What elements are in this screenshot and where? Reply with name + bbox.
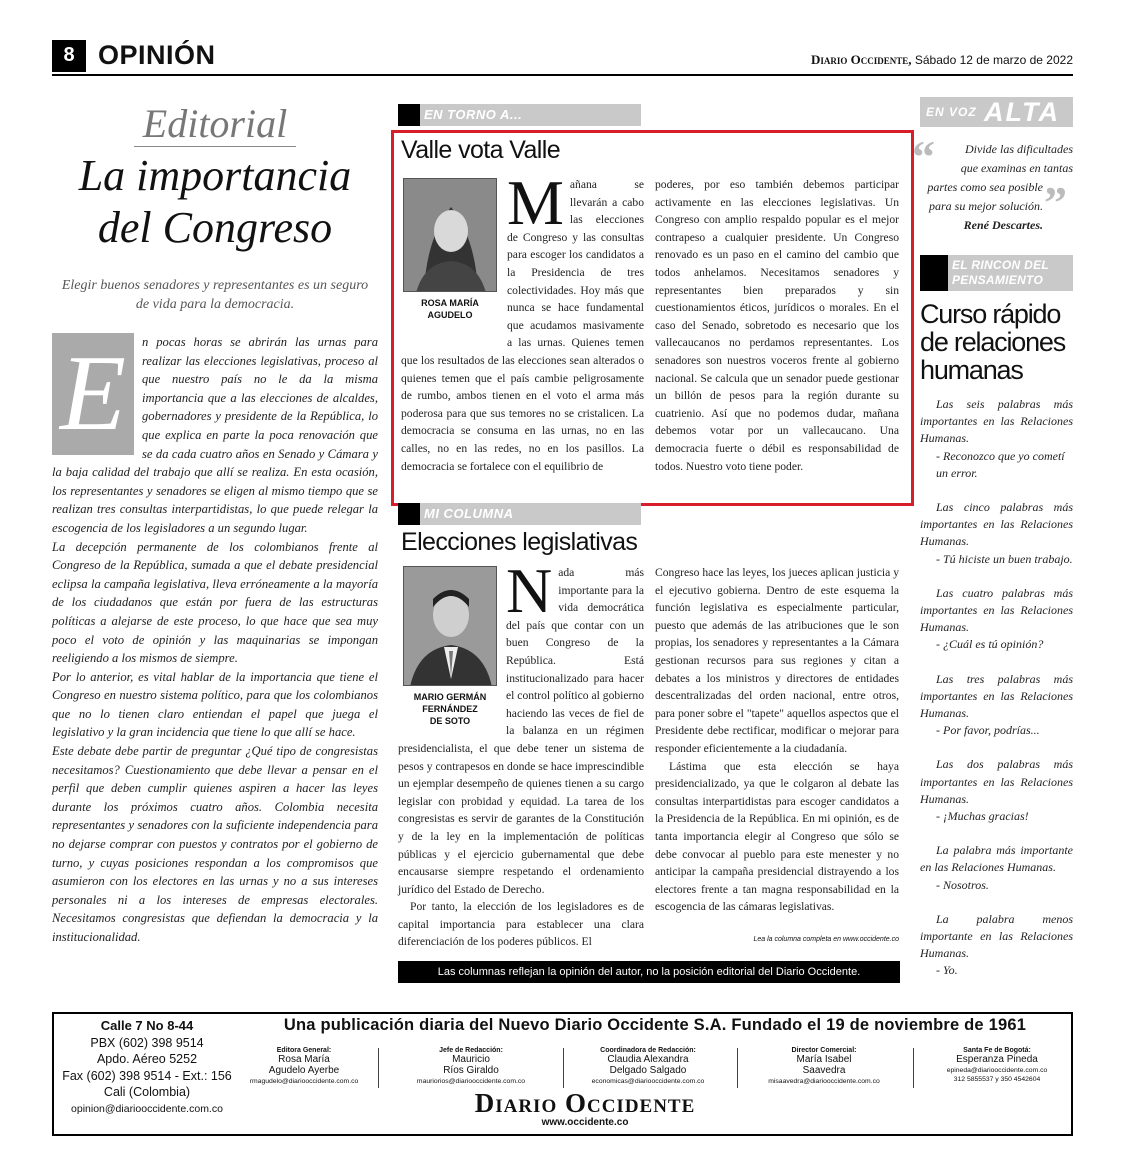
disclaimer-bar: Las columnas reflejan la opinión del autor, no la posición editorial del Diario Occidente. [398,961,900,983]
author-name-line: ROSA MARÍA [421,298,479,308]
page-number: 8 [52,40,86,72]
article1-dropcap: M [507,167,564,238]
tip-question: Las tres palabras más importantes en las Relaciones Humanas. [920,671,1073,721]
rincon-line: EL RINCON DEL [952,258,1050,272]
rincon-line: PENSAMIENTO [952,273,1044,287]
quote-line: Divide las dificultades [965,142,1073,156]
article2-col2 [655,564,899,916]
open-quote-icon: “ [912,131,935,182]
tip-answer: - Nosotros. [936,877,989,892]
footer-masthead: Diario Occidente [474,1088,696,1118]
editorial-title-line: del Congreso [97,203,333,252]
sidebar-title-line: de relaciones [920,327,1066,357]
staff-editora [244,1047,364,1085]
section-title: OPINIÓN [98,40,216,70]
editorial-paragraph: Este debate debe partir de preguntar ¿Qué tipo de congresistas necesitamos? Cuestionamiento que debe llevar a pensar en el perfil que deben cumplir quienes aspiren a hacer las leyes durante los próximos cuatro años. Colombia necesita representantes y senadores con la suficiente independencia para no dejarse comprar con puestos y contratos por el gobierno de turno, y cuyas posiciones respondan a los compromisos que asumieron con los electores en las urnas y no a sus intereses personales ni a los intereses de empresas electorales. Necesitamos congresistas que defiendan la democracia y la institucionalidad. [52,744,378,944]
author-name-line: AGUDELO [427,310,473,320]
staff-name: María Isabel [796,1054,852,1065]
dropcap-space [52,333,142,459]
staff-email: mauriorios@diariooccidente.com.co [416,1078,526,1085]
voz-alta: ALTA [984,97,1060,127]
tip-question: Las cinco palabras más importantes en las Relaciones Humanas. [920,500,1073,549]
editorial-dropcap: E [52,333,134,455]
staff-bogota [922,1047,1072,1083]
tip-question: La palabra más importante en las Relaciones Humanas. [920,843,1073,875]
voz-en: EN VOZ [926,105,977,119]
article2-paragraph: Congreso hace las leyes, los jueces aplican justicia y el ejecutivo gobierna. Dentro de este esquema la función legislativa es especialmente particular, puesto que además de las atribuciones que le son propias, los senadores y representantes a la Cámara gestionan recursos para sus regiones y citan a debates a los ministros y directores de entidades descentralizadas del orden nacional, entre otros, para poner sobre el "tapete" aquellos aspectos que el Presidente debe rectificar, modificar o mejorar para responder eficientemente a la ciudadanía. [655,566,899,755]
staff-email: epineda@diariooccidente.com.co [946,1067,1048,1074]
article1-title: Valle vota Valle [401,136,561,164]
article2-paragraph: Lástima que esta elección se haya presidencializado, ya que le colgaron al debate las consultas interpartidistas para escoger candidatos a la Presidencia de la República. En mi opinión, es de tanta importancia elegir al Congreso que sólo se debe convocar al pueblo para este menester y no anticipar la campaña presidencial distrayendo a los electores frente a tan magna responsabilidad en la escogencia de las cámaras legislativas. [655,759,899,914]
tips-list [920,396,1073,997]
staff-role: Santa Fe de Bogotá: [963,1047,1031,1054]
staff-email: economicas@diariooccidente.com.co [591,1078,705,1085]
editorial-kicker: Editorial [142,101,288,146]
issue-date: Sábado 12 de marzo de 2022 [914,53,1073,67]
dateline [811,52,1073,68]
quote-line: para su mejor solución. [929,199,1043,213]
header-rule [52,74,1073,76]
quote-line: que examinas en tantas [960,161,1073,175]
address-line: Calle 7 No 8-44 [100,1018,194,1033]
tip-answer: - ¡Muchas gracias! [936,809,1029,824]
footer-divider [563,1048,564,1088]
staff-name: Saavedra [802,1065,846,1076]
footer-divider [378,1048,379,1088]
close-quote-icon: ” [1044,177,1067,228]
voz-alta-tag [920,97,1073,127]
staff-name: Esperanza Pineda [956,1054,1038,1065]
article2-note: Lea la columna completa en www.occidente.co [753,936,899,943]
tip-answer: - ¿Cuál es tú opinión? [936,637,1044,652]
staff-email: misaavedra@diariooccidente.com.co [768,1078,880,1085]
quote-line: partes como sea posible [927,180,1043,194]
staff-name: Claudia Alexandra [607,1054,689,1065]
tip-answer: - Por favor, podrías... [936,723,1040,738]
tip-answer: - Tú hiciste un buen trabajo. [936,551,1073,566]
staff-role: Editora General: [276,1047,332,1054]
author-name-line: MARIO GERMÁN [413,692,487,702]
tip-answer: - Yo. [936,963,958,978]
footer-divider [737,1048,738,1088]
footer-divider [913,1048,914,1088]
tip-question: La palabra menos importante en las Relaciones Humanas. [920,911,1073,961]
footer-tagline: Una publicación diaria del Nuevo Diario Occidente S.A. Fundado el 19 de noviembre de 1961 [283,1016,1027,1034]
article2-text: ada más importante para la vida democrática del país que contar con un buen Congreso de la República. Está institucionalizado para hacer el control político al gobierno haciendo las veces de fiel de la balanza en un régimen presidencialista, el que debe tener un sistema de pesos y contrapesos en donde se hace imprescindible un ejemplar desempeño de quienes tienen a su cargo legislar con probidad y equidad. La tarea de los congresistas es servir de garantes de la Constitución y de la ley en la implementación de políticas públicas y el ejercicio gubernamental que debe encausarse siempre respetando el ordenamiento jurídico del Estado de Derecho. [398,566,644,896]
staff-phone: 312 5855537 y 350 4542604 [953,1076,1041,1083]
editorial-paragraph: Por lo anterior, es vital hablar de la importancia que tiene el Congreso en nuestro sistema político, para que los colombianos que no lo tienen claro entiendan el papel que juega el legislativo y la gran incidencia que tiene lo que allí se hace. [52,669,378,740]
editorial-subtitle: Elegir buenos senadores y representantes es un seguro de vida para la democracia. [61,278,369,312]
staff-coordinadora [573,1047,723,1085]
photo-space [398,564,506,736]
staff-role: Director Comercial: [791,1047,857,1054]
tip-question: Las cuatro palabras más importantes en las Relaciones Humanas. [920,585,1073,635]
sidebar-title-line: humanas [920,355,1023,385]
staff-name: Rosa María [278,1054,330,1065]
pbx-line: PBX (602) 398 9514 [90,1035,204,1050]
staff-name: Ríos Giraldo [443,1065,499,1076]
quote-author: René Descartes. [963,218,1043,232]
editorial-title [52,150,378,254]
sidebar-title-line: Curso rápido [920,299,1061,329]
footer-address [52,1018,242,1118]
article1-col1 [401,167,644,475]
article1-col2: poderes, por eso también debemos participar activamente en las elecciones legislativas. Un Congreso con amplio respaldo popular es el mejor contrapeso a cualquier presidente. Un Congreso renovado es un paso en el camino del cambio que todos anhelamos. Necesitamos senadores y representantes bien preparados y sin cuestionamientos éticos, jurídicos o morales. En el caso del Senado, sobretodo es necesario que los vallecaucanos no perdamos representantes. Los senadores son nuestros voceros frente al gobierno nacional. Se calcula que un senador puede gestionar un billón de pesos para la región durante su cuatrienio. Así que no podemos dudar, mañana debemos votar por un vallecaucano. Una democracia fuerte o débil es responsabilidad de todos. Nuestro voto tiene poder. [655,178,899,473]
city-line: Cali (Colombia) [103,1085,191,1100]
author-name-line: DE SOTO [429,716,471,726]
sidebar-title [920,300,1080,384]
column-tag-mi-columna: MI COLUMNA [398,503,641,525]
staff-name: Delgado Salgado [609,1065,687,1076]
kicker-underline [134,146,296,147]
article2-dropcap: N [506,555,553,626]
fax-line: Fax (602) 398 9514 - Ext.: 156 [62,1068,232,1083]
article1-text: añana se llevarán a cabo las elecciones de Congreso y las consultas para escoger los candidatos a la Presidencia de tres colectividades. Hoy más que nunca se hace fundamental que acudamos masivamente a las urnas. Quienes temen que los resultados de las elecciones sean alterados o quienes temen que el país cambie peligrosamente de rumbo, ambos tienen en el voto el arma más poderosa para que sus temores no se cristalicen. La democracia se consuma en las urnas, no en las calles, no en las redes, no en los pasillos. La democracia se fortalece con el equilibrio de [401,178,644,473]
photo-space [401,176,507,346]
editorial-paragraph: n pocas horas se abrirán las urnas para realizar las elecciones legislativas, proceso al que nuestro país no le da la misma importancia que a las elecciones de alcaldes, gobernadores y presidente de la República, lo que explica en parte la poca renovación que se da cada cuatro años en Senado y Cámara y la baja calidad del trabajo que allí se realiza. En esta ocasión, los representantes y senadores se eligen al mismo tiempo que se realizan tres consultas interpartidistas, lo que puede relegar la escogencia de los legisladores a un segundo lugar. [52,335,378,535]
email-line: opinion@diariooccidente.com.co [71,1102,223,1115]
editorial-title-line: La importancia [78,151,352,200]
staff-role: Jefe de Redacción: [439,1047,503,1054]
staff-jefe [392,1047,550,1085]
tip-answer: - Reconozco que yo cometí un error. [936,448,1065,480]
quote-block [920,140,1073,235]
tip-question: Las seis palabras más importantes en las Relaciones Humanas. [920,397,1073,446]
rincon-tag [920,255,1073,291]
article2-col1 [398,555,644,951]
article2-title: Elecciones legislativas [401,528,638,556]
article2-paragraph: Por tanto, la elección de los legisladores es de capital importancia para establecer una clara diferenciación de los poderes públicos. El [398,900,644,949]
staff-role: Coordinadora de Redacción: [600,1047,696,1054]
paper-name: Diario Occidente, [811,52,912,67]
footer-website: www.occidente.co [541,1117,629,1128]
editorial-paragraph: La decepción permanente de los colombianos frente al Congreso de la República, sumada a que el debate presidencial eclipsa la campaña legislativa, lleva erróneamente a la mayoría de los ciudadanos que están por fuera de las estructuras políticas a alejarse de este proceso, lo que hace que sea muy poco el voto de opinión y las maquinarias se impongan reeligiendo a los mismos de siempre. [52,539,378,666]
editorial-body [52,333,378,947]
staff-name: Agudelo Ayerbe [268,1065,340,1076]
column-tag-en-torno: EN TORNO A... [398,104,641,126]
apdo-line: Apdo. Aéreo 5252 [96,1052,198,1067]
author-name-line: FERNÁNDEZ [422,704,478,714]
staff-name: Mauricio [452,1054,490,1065]
staff-email: rmagudelo@diariooccidente.com.co [249,1078,359,1085]
tip-question: Las dos palabras más importantes en las Relaciones Humanas. [920,757,1073,806]
staff-director [748,1047,900,1085]
